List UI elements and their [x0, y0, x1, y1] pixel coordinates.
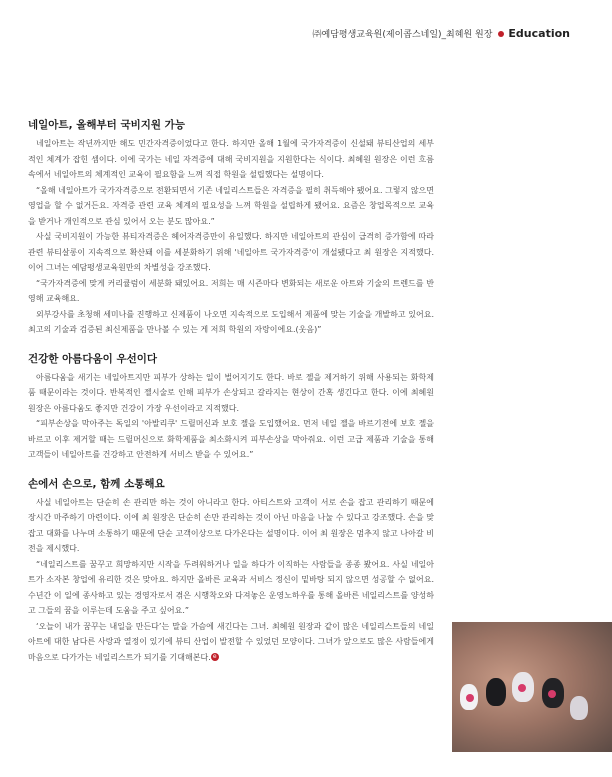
paragraph: 네일아트는 작년까지만 해도 민간자격증이었다고 한다. 하지만 올해 1월에 국가자격증이 신설돼 뷰티산업의 세부적인 체계가 잡힌 셈이다. 이에 국가는 네일 자격증에 대해 국비지원을 지원한다는 식이다. 최혜원 원장은 이런 흐름 속에서 네일아트의 체계적인 교육이 필요함을 느껴 직접 학원을 설립했다는 설명이다.	[28, 139, 434, 179]
section-gap	[28, 338, 434, 351]
paragraph: “네일리스트를 꿈꾸고 희망하지만 시작을 두려워하거나 일을 하다가 이직하는 사람들을 종종 봤어요. 사실 네일아트가 소자본 창업에 유리한 것은 맞아요. 하지만 올바른 교육과 서비스 정신이 밑바탕 되지 않으면 성공할 수 없어요. 수년간 이 일에 종사하고 있는 경영자로서 겪은 시행착오와 다져놓은 운영노하우를 통해 올바른 네일리스트를 양성하고 그들의 꿈을 이루는데 도움을 주고 싶어요.”	[28, 559, 434, 615]
paragraph-text: ‘오늘이 내가 꿈꾸는 내일을 만든다’는 말을 가슴에 새긴다는 그녀. 최혜원 원장과 같이 많은 네일리스트들의 네일아트에 대한 남다른 사랑과 열정이 있기에 뷰티 산업이 발전할 수 있었던 모양이다. 그녀가 앞으로도 많은 사람들에게 마음으로 다가가는 네일리스트가 되기를 기대해본다.	[28, 621, 434, 662]
section-communication	[28, 476, 434, 666]
nail-bow-decoration	[518, 684, 526, 692]
nail-bow-decoration	[548, 690, 556, 698]
section-gap	[28, 463, 434, 476]
paragraph: 아름다움을 새기는 네일아트지만 피부가 상하는 일이 벌어지기도 한다. 바로 젤을 제거하기 위해 사용되는 화학제품 때문이라는 것이다. 반복적인 젤시술로 인해 피부가 손상되고 갈라지는 현상이 간혹 생긴다고 한다. 이에 최혜원 원장은 아름다움도 좋지만 건강이 가장 우선이라고 지적했다.	[28, 372, 434, 413]
end-mark-icon: e	[211, 653, 219, 661]
section-title: 네일아트, 올해부터 국비지원 가능	[28, 119, 185, 131]
page-header	[313, 27, 570, 40]
nail-shape	[570, 696, 588, 720]
paragraph-final	[28, 619, 434, 666]
section-healthy-beauty	[28, 351, 434, 463]
bullet-dot-icon	[498, 31, 504, 37]
section-title: 건강한 아름다움이 우선이다	[28, 352, 158, 365]
article-body	[28, 117, 434, 665]
paragraph: “피부손상을 막아주는 독일의 '아발리쿠' 드릴머신과 보호 젤을 도입했어요. 먼저 네일 젤을 바르기전에 보호 젤을 바르고 이후 제거할 때는 드릴머신으로 화학제품을 최소화시켜 피부손상을 막아줘요. 이런 고급 제품과 기술을 통해 고객들이 네일아트를 건강하고 안전하게 서비스 받을 수 있어요.”	[28, 419, 434, 459]
section-title: 손에서 손으로, 함께 소통해요	[28, 477, 165, 490]
paragraph: 사실 국비지원이 가능한 뷰티자격증은 헤어자격증만이 유일했다. 하지만 네일아트의 관심이 급격히 증가함에 따라 관련 뷰티살롱이 지속적으로 확산돼 이를 세분화하기 위해 '네일아트 국가자격증'이 개설됐다고 최 원장은 지적했다. 이어 그녀는 예담평생교육원만의 차별성을 강조했다.	[28, 232, 434, 272]
nail-bow-decoration	[466, 694, 474, 702]
paragraph: 외부강사를 초청해 세미나를 진행하고 신제품이 나오면 지속적으로 도입해서 제품에 맞는 기술을 개발하고 있어요. 최고의 기술과 검증된 최신제품을 만나볼 수 있는 게 저희 학원의 자랑이에요.(웃음)”	[28, 309, 434, 334]
nail-shape	[486, 678, 506, 706]
section-national-support	[28, 117, 434, 338]
header-source: ㈜예담평생교육원(제이콥스네일)_최혜원 원장	[312, 30, 493, 40]
nail-art-photo	[452, 622, 612, 752]
paragraph: 사실 네일아트는 단순히 손 관리만 하는 것이 아니라고 한다. 아티스트와 고객이 서로 손을 잡고 관리하기 때문에 장시간 마주하기 마련이다. 이에 최 원장은 단순히 손만 관리하는 것이 아닌 마음을 나눌 수 있다고 강조했다. 손을 맞잡고 대화를 나누며 소통하기 때문에 단순 고객이상으로 다가온다는 설명이다. 이어 최 원장은 멈추지 않고 나아갈 비전을 제시했다.	[28, 497, 434, 553]
paragraph: “국가자격증에 맞게 커리큘럼이 세분화 돼있어요. 저희는 매 시즌마다 변화되는 새로운 아트와 기술의 트렌드를 반영해 교육해요.	[28, 278, 434, 303]
header-brand: Education	[508, 27, 570, 40]
paragraph: “올해 네일아트가 국가자격증으로 전환되면서 기존 네일리스트들은 자격증을 필히 취득해야 됐어요. 그렇지 않으면 영업을 할 수 없거든요. 자격증 관련 교육 체계의 필요성을 느껴 학원을 설립하게 됐어요. 요즘은 창업목적으로 교육을 받거나 개인적으로 관심 있어서 오는 분도 많아요.”	[28, 185, 434, 226]
